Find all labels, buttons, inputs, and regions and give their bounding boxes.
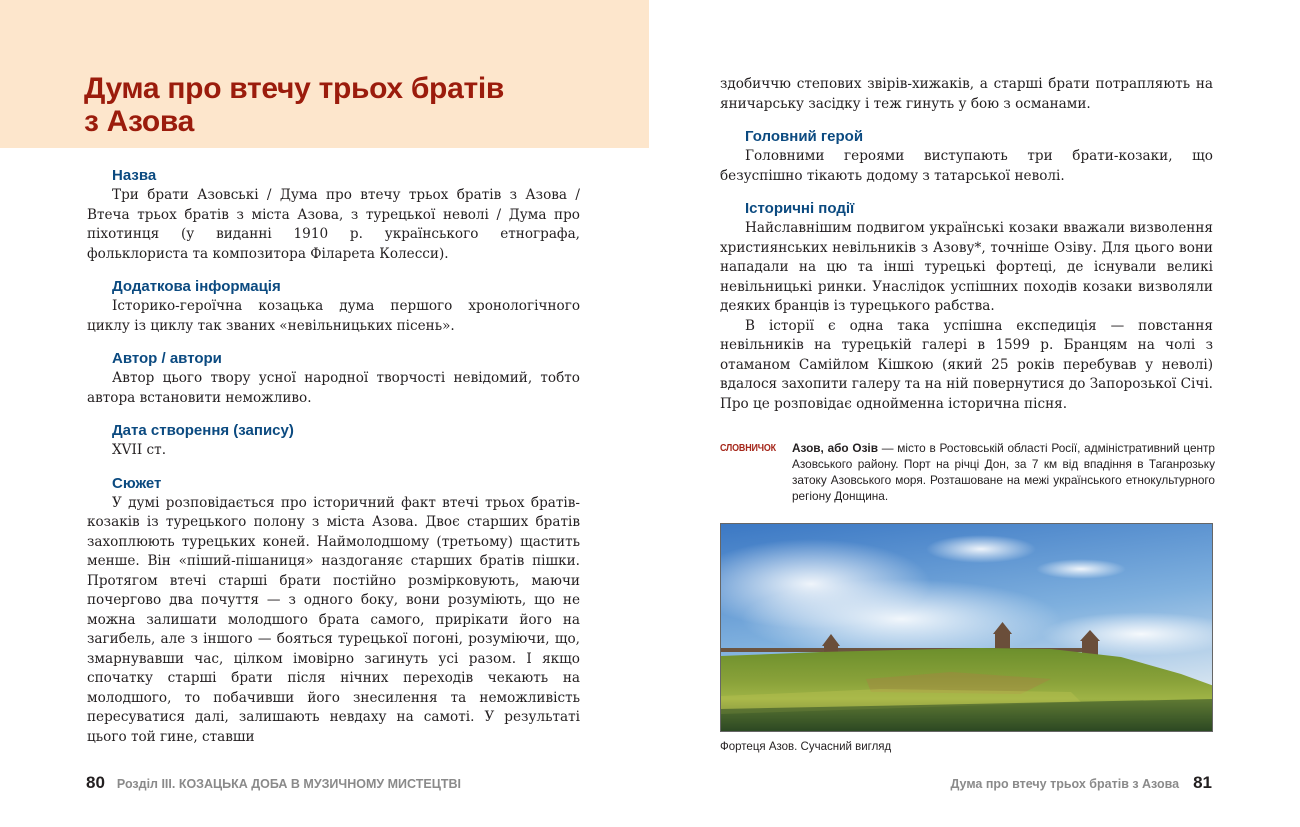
- photo-caption: Фортеця Азов. Сучасний вигляд: [720, 741, 892, 753]
- footer-left: [86, 773, 461, 793]
- section-date: [87, 421, 580, 461]
- section-heading: Історичні події: [745, 200, 855, 217]
- section-heading: Назва: [112, 167, 157, 184]
- section-heading: Дата створення (запису): [112, 422, 294, 439]
- glossary-box: [720, 440, 1215, 504]
- section-title-variants: [87, 166, 580, 264]
- section-paragraph: XVII ст.: [112, 442, 167, 458]
- section-paragraph: В історії є одна така успішна експедиція — повстання невільників на турецькій галері в 1599 р. Бранцям на чолі з отаманом Самійлом Кішкою (який 25 років перебував у неволі) вдалося захопити галеру та на ній повернутися до Запорозької Січі. Про це розповідає однойменна історична пісня.: [720, 317, 1213, 412]
- section-heading: Автор / автори: [112, 350, 222, 367]
- section-additional-info: [87, 277, 580, 336]
- page-title-line-2: з Азова: [84, 105, 195, 138]
- section-paragraph: Автор цього твору усної народної творчості невідомий, тобто автора встановити неможливо.: [87, 370, 580, 406]
- section-paragraph: Головними героями виступають три брати-козаки, що безуспішно тікають додому з татарської неволі.: [720, 148, 1213, 184]
- page-title: [84, 72, 584, 138]
- section-paragraph: Три брати Азовські / Дума про втечу трьох братів з Азова / Втеча трьох братів з міста Азова, з турецької неволі / Дума про піхотинця (у виданні 1910 р. українського етнографа, фольклориста та композитора Філарета Колесси).: [87, 187, 580, 262]
- section-paragraph: У думі розповідається про історичний факт втечі трьох братів-козаків із турецького полону з міста Азова. Двоє старших братів захоплюють турецьких коней. Наймолодшому (третьому) щастить менше. Він «піший-пішаниця» наздоганяє старших братів пішки. Протягом втечі старші брати постійно розмірковують, маючи почергово два почуття — з одного боку, вони розуміють, що не можна залишати молодшого брата самого, прирікати його на загибель, але з іншого — бояться турецької погоні, розуміючи, що, змарнувавши час, цілком імовірно загинуть усі разом. І якщо спочатку старші брати після нічних переходів чекають на молодшого, то побачивши його знесилення та неможливість пересуватися далі, залишають невдаху на самоті. У результаті цього той гине, ставши: [87, 494, 580, 745]
- running-head: Дума про втечу трьох братів з Азова: [950, 777, 1180, 791]
- section-heading: Сюжет: [112, 474, 162, 492]
- section-paragraph: Найславнішим подвигом українські козаки вважали визволення християнських невільників з Азову*, точніше Озіву. Для цього вони нападали на цю та інші турецькі фортеці, де існували великі невільницькі ринки. Унаслідок успішних походів козаки визволяли деяких бранців із турецького рабства.: [720, 220, 1213, 314]
- section-paragraph: Історико-героїчна козацька дума першого хронологічного циклу із циклу так званих «невільницьких пісень».: [87, 298, 580, 334]
- left-column: [87, 166, 580, 747]
- glossary-definition: [792, 440, 1215, 504]
- page-number: 80: [86, 773, 105, 792]
- section-heading: Головний герой: [745, 128, 864, 145]
- right-column: [720, 75, 1213, 414]
- page-title-line-1: Дума про втечу трьох братів: [84, 72, 505, 105]
- page-number: 81: [1193, 773, 1212, 792]
- section-heading: Додаткова інформація: [112, 278, 281, 295]
- footer-right: [950, 773, 1212, 793]
- section-author: [87, 349, 580, 408]
- fortress-photo: [720, 523, 1213, 732]
- glossary-definition-text: — місто в Ростовській області Росії, адміністративний центр Азовського району. Порт на річці Дон, за 7 км від впадіння в Таганрозьку затоку Азовського моря. Розташоване на межі українського етнокультурного регіону Донщина.: [792, 441, 1215, 503]
- glossary-label: СЛОВНИЧОК: [720, 442, 776, 454]
- running-head: Розділ ІІІ. КОЗАЦЬКА ДОБА В МУЗИЧНОМУ МИСТЕЦТВІ: [116, 777, 461, 791]
- section-plot: [87, 474, 580, 748]
- glossary-term: Азов, або Озів: [792, 441, 878, 455]
- section-main-hero: [720, 127, 1213, 186]
- fortress-landscape-image: [721, 524, 1213, 732]
- section-historical-events: [720, 199, 1213, 414]
- continuation-paragraph: здобиччю степових звірів-хижаків, а старші брати потрапляють на яничарську засідку і теж гинуть у бою з османами.: [720, 76, 1213, 112]
